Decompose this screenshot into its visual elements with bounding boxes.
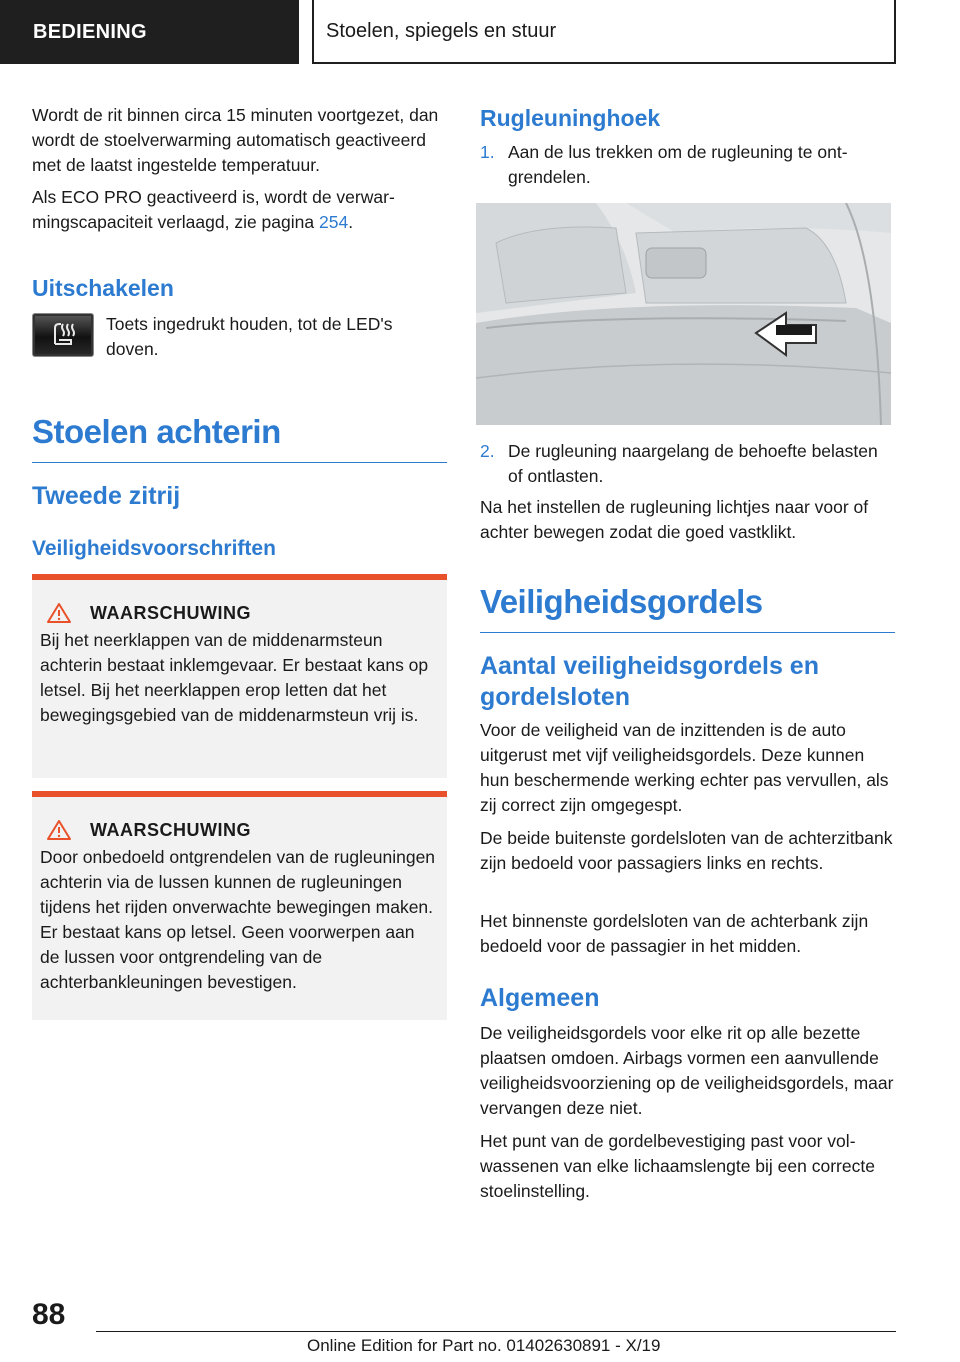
heading-aantal-gordels: Aantal veiligheidsgordels en gordelsloten	[480, 652, 819, 711]
heading-tweede-zitrij: Tweede zitrij	[32, 482, 181, 510]
step-text: De rugleuning naargelang de behoefte belasten of ontlasten.	[508, 441, 878, 486]
paragraph-adjust-backrest: Na het instellen de rugleuning lichtjes naar voor of achter bewegen zodat die goed vastklikt.	[480, 497, 869, 542]
paragraph-continuation: Wordt de rit binnen circa 15 minuten voortgezet, dan wordt de stoelverwarming automatisch geactiveerd met de laatst ingestelde temperatuur.	[32, 105, 439, 175]
warning-title: WAARSCHUWING	[90, 602, 251, 623]
paragraph-belt-anchor: Het punt van de gordelbevestiging past voor volwassenen van elke lichaamslengte bij een correcte stoelinstelling.	[480, 1131, 875, 1201]
header-chapter-title: Stoelen, spiegels en stuur	[312, 0, 896, 64]
eco-pro-end: .	[348, 212, 354, 232]
heading-rugleuninghoek: Rugleuninghoek	[480, 105, 661, 131]
warning-title: WAARSCHUWING	[90, 819, 251, 840]
heading-veiligheidsvoorschriften: Veiligheidsvoorschriften	[32, 537, 276, 560]
section-heading-veiligheidsgordels: Veiligheidsgordels	[480, 582, 895, 633]
eco-pro-text: Als ECO PRO geactiveerd is, wordt de verwarmingscapaciteit verlaagd, zie pagina	[32, 187, 395, 232]
uitschakelen-text: Toets ingedrukt houden, tot de LED's doven.	[106, 314, 393, 359]
step-number: 1.	[480, 142, 495, 162]
warning-triangle-icon	[46, 819, 72, 841]
paragraph-middle-buckle: Het binnenste gordelsloten van de achterbank zijn bedoeld voor de passagier in het midden.	[480, 911, 869, 956]
page-number: 88	[32, 1298, 66, 1331]
footer-edition: Online Edition for Part no. 01402630891 - X/19	[307, 1336, 661, 1355]
paragraph-wear-belts: De veiligheidsgordels voor elke rit op alle bezette plaatsen omdoen. Airbags vormen een aanvullende veiligheidsvoorziening op de veiligheidsgordels, maar vervangen deze niet.	[480, 1023, 894, 1118]
heading-algemeen: Algemeen	[480, 984, 600, 1012]
list-item-step-1	[480, 140, 895, 190]
warning-box-backrest	[32, 791, 447, 1020]
warning-header	[40, 602, 437, 624]
section-heading-stoelen-achterin: Stoelen achterin	[32, 412, 447, 463]
list-item-step-2	[480, 439, 895, 489]
warning-header	[40, 819, 437, 841]
footer-divider	[96, 1331, 896, 1332]
page-reference-link[interactable]: 254	[318, 212, 349, 232]
step-text: Aan de lus trekken om de rugleuning te ontgrendelen.	[508, 142, 848, 187]
warning-text: Door onbedoeld ontgrendelen van de rugleuningen achterin via de lussen kunnen de rugleuningen tijdens het rijden onverwachte bewegingen maken. Er bestaat kans op letsel. Geen voorwerpen aan de lussen voor ontgrendeling van de achterbankleuningen bevestigen.	[40, 847, 436, 992]
warning-triangle-icon	[46, 602, 72, 624]
header-section-label: BEDIENING	[0, 0, 299, 64]
warning-box-armrest	[32, 574, 447, 778]
seat-heating-button-icon	[32, 313, 94, 357]
warning-text: Bij het neerklappen van de middenarmsteun achterin bestaat inklemgevaar. Er bestaat kans op letsel. Bij het neerklappen erop letten dat het bewegingsgebied van de middenarmsteun vrij is.	[40, 630, 429, 725]
paragraph-eco-pro	[32, 185, 447, 235]
step-number: 2.	[480, 441, 495, 461]
rear-seat-illustration	[476, 203, 891, 425]
paragraph-outer-buckles: De beide buitenste gordelsloten van de achterzitbank zijn bedoeld voor passagiers links en rechts.	[480, 828, 893, 873]
paragraph-five-belts: Voor de veiligheid van de inzittenden is de auto uitgerust met vijf veiligheidsgordels. Deze kunnen hun beschermende werking echter pas vervullen, als zij correct zijn omgegespt.	[480, 720, 889, 815]
heading-uitschakelen: Uitschakelen	[32, 275, 174, 301]
